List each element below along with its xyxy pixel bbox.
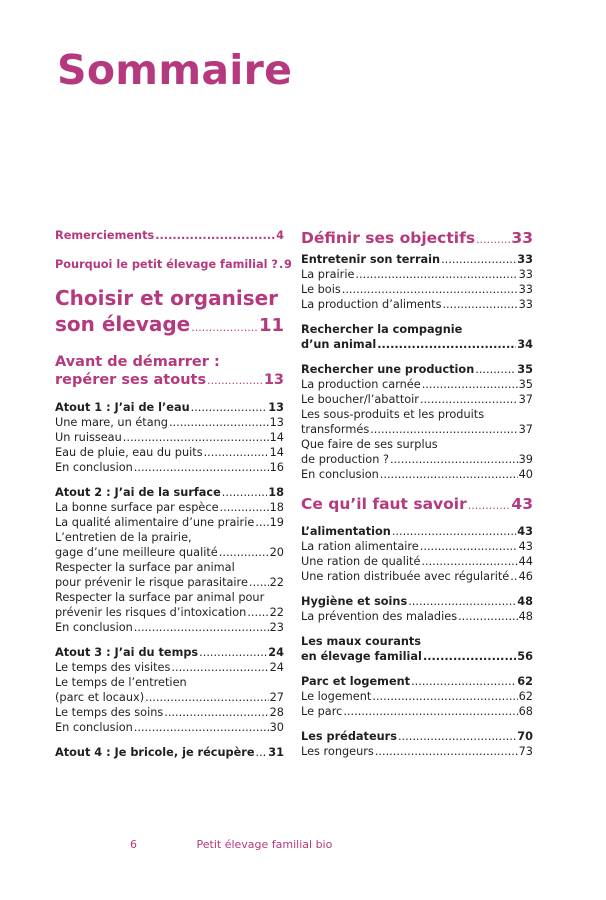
toc-text: En conclusion xyxy=(301,468,379,481)
dot-leader xyxy=(355,267,517,282)
dot-leader xyxy=(421,554,517,569)
toc-item[interactable] xyxy=(301,704,533,719)
toc-page-number: 22 xyxy=(269,606,284,619)
toc-page-number: 39 xyxy=(518,453,533,466)
toc-text: Atout 4 : Je bricole, je récupère xyxy=(55,746,255,759)
toc-item[interactable] xyxy=(301,377,533,392)
toc-page-number: 23 xyxy=(269,621,284,634)
toc-page-number: 68 xyxy=(518,705,533,718)
dot-leader xyxy=(207,372,263,390)
dot-leader xyxy=(510,569,517,584)
toc-section-compagnie[interactable] xyxy=(301,322,533,352)
toc-page-number: 22 xyxy=(269,576,284,589)
toc-page-number: 4 xyxy=(276,229,284,242)
toc-text: son élevage xyxy=(55,312,191,336)
toc-text: Atout 2 : J’ai de la surface xyxy=(55,486,221,499)
dot-leader xyxy=(256,745,268,760)
toc-item[interactable] xyxy=(55,460,284,475)
toc-text: Une mare, un étang xyxy=(55,416,168,429)
toc-page-number: 48 xyxy=(518,610,533,623)
toc-item[interactable] xyxy=(55,720,284,735)
dot-leader xyxy=(134,720,269,735)
toc-text: de production ? xyxy=(301,453,389,466)
toc-text: Une ration distribuée avec régularité xyxy=(301,570,510,583)
toc-text: Les sous-produits et les produits xyxy=(301,408,485,421)
toc-text: La prairie xyxy=(301,268,355,281)
toc-section-parc xyxy=(301,674,533,689)
toc-page-number: 14 xyxy=(269,431,284,444)
dot-leader xyxy=(420,392,518,407)
toc-text: La bonne surface par espèce xyxy=(55,501,219,514)
toc-text: Les rongeurs xyxy=(301,745,374,758)
dot-leader xyxy=(468,496,511,516)
toc-text: Parc et logement xyxy=(301,675,411,688)
dot-leader xyxy=(475,362,516,377)
dot-leader xyxy=(370,422,517,437)
dot-leader xyxy=(204,445,269,460)
toc-list xyxy=(55,660,284,735)
toc-page-number: 18 xyxy=(268,486,284,499)
toc-right-column xyxy=(301,228,533,759)
toc-list xyxy=(55,415,284,475)
toc-item[interactable] xyxy=(55,590,284,620)
toc-page-number: 33 xyxy=(517,253,533,266)
toc-text: La production d’aliments xyxy=(301,298,442,311)
toc-list xyxy=(301,744,533,759)
dot-leader xyxy=(169,415,269,430)
toc-page-number: 37 xyxy=(518,423,533,436)
toc-page-number: 43 xyxy=(511,495,533,513)
toc-heading[interactable] xyxy=(55,645,284,660)
dot-leader xyxy=(191,315,258,341)
dot-leader xyxy=(255,515,268,530)
dot-leader xyxy=(164,705,268,720)
dot-leader xyxy=(380,467,518,482)
page-footer xyxy=(130,838,332,851)
toc-entry-remerciements[interactable] xyxy=(55,228,284,243)
dot-leader xyxy=(191,400,268,415)
toc-heading[interactable] xyxy=(301,729,533,744)
toc-list xyxy=(301,377,533,482)
page-number: 6 xyxy=(130,838,137,851)
book-title: Petit élevage familial bio xyxy=(196,838,333,851)
toc-page-number: 73 xyxy=(518,745,533,758)
toc-item[interactable] xyxy=(55,705,284,720)
toc-text: Le logement xyxy=(301,690,372,703)
dot-leader xyxy=(343,704,517,719)
toc-text: En conclusion xyxy=(55,721,133,734)
toc-page-number: 24 xyxy=(268,646,284,659)
toc-page-number: 33 xyxy=(511,229,533,247)
toc-item[interactable] xyxy=(301,569,533,584)
toc-heading[interactable] xyxy=(301,362,533,377)
toc-text: pour prévenir le risque parasitaire xyxy=(55,576,248,589)
toc-text: Un ruisseau xyxy=(55,431,122,444)
toc-section-alimentation xyxy=(301,524,533,539)
toc-item[interactable] xyxy=(55,430,284,445)
toc-text: en élevage familial xyxy=(301,650,422,663)
page-title: Sommaire xyxy=(57,46,293,94)
toc-page-number: 44 xyxy=(518,555,533,568)
toc-page-number: 46 xyxy=(518,570,533,583)
toc-text: (parc et locaux) xyxy=(55,691,145,704)
dot-leader xyxy=(423,649,516,664)
toc-item[interactable] xyxy=(301,554,533,569)
toc-text: Le boucher/l’abattoir xyxy=(301,393,419,406)
dot-leader xyxy=(377,337,516,352)
dot-leader xyxy=(442,297,517,312)
toc-item[interactable] xyxy=(301,539,533,554)
toc-item[interactable] xyxy=(301,437,533,467)
toc-text: Choisir et organiser xyxy=(55,286,279,310)
toc-text: Hygiène et soins xyxy=(301,595,408,608)
toc-text: Les prédateurs xyxy=(301,730,397,743)
toc-page-number: 13 xyxy=(263,372,284,388)
toc-page-number: 56 xyxy=(517,650,533,663)
toc-item[interactable] xyxy=(55,660,284,675)
toc-item[interactable] xyxy=(55,445,284,460)
dot-leader xyxy=(171,660,268,675)
toc-page-number: 37 xyxy=(518,393,533,406)
toc-section-atout2 xyxy=(55,485,284,500)
toc-text: Le temps de l’entretien xyxy=(55,676,187,689)
toc-heading[interactable] xyxy=(55,485,284,500)
toc-page-number: 27 xyxy=(269,691,284,704)
toc-item[interactable] xyxy=(55,500,284,515)
toc-text: d’un animal xyxy=(301,338,377,351)
toc-item[interactable] xyxy=(301,282,533,297)
toc-text: Ce qu’il faut savoir xyxy=(301,495,467,513)
dot-leader xyxy=(422,377,518,392)
toc-subchapter-atouts[interactable] xyxy=(55,353,284,390)
toc-text: Respecter la surface par animal pour xyxy=(55,591,265,604)
toc-section-hygiene xyxy=(301,594,533,609)
toc-page-number: 18 xyxy=(269,501,284,514)
toc-text: prévenir les risques d’intoxication xyxy=(55,606,247,619)
toc-item[interactable] xyxy=(301,392,533,407)
toc-page-number: 20 xyxy=(269,546,284,559)
toc-left-column xyxy=(55,228,292,760)
toc-heading[interactable] xyxy=(301,594,533,609)
dot-leader xyxy=(342,282,518,297)
toc-page-number: 70 xyxy=(517,730,533,743)
toc-section-predateurs xyxy=(301,729,533,744)
toc-text: Rechercher une production xyxy=(301,363,475,376)
dot-leader xyxy=(372,689,517,704)
toc-heading[interactable] xyxy=(301,674,533,689)
toc-text: Le parc xyxy=(301,705,343,718)
dot-leader xyxy=(249,575,269,590)
toc-section-production xyxy=(301,362,533,377)
toc-page-number: 35 xyxy=(517,363,533,376)
toc-chapter-savoir[interactable] xyxy=(301,494,533,516)
toc-section-atout4 xyxy=(55,745,284,760)
toc-text: Respecter la surface par animal xyxy=(55,561,235,574)
toc-text: repérer ses atouts xyxy=(55,372,207,388)
toc-page-number: 14 xyxy=(269,446,284,459)
toc-text: Pourquoi le petit élevage familial ? xyxy=(55,258,278,271)
toc-text: Eau de pluie, eau du puits xyxy=(55,446,203,459)
toc-heading[interactable] xyxy=(301,524,533,539)
toc-item[interactable] xyxy=(301,467,533,482)
toc-item[interactable] xyxy=(301,297,533,312)
dot-leader xyxy=(458,609,518,624)
toc-item[interactable] xyxy=(55,530,284,560)
toc-text: Atout 3 : J’ai du temps xyxy=(55,646,199,659)
dot-leader xyxy=(219,545,269,560)
toc-section-atout3 xyxy=(55,645,284,660)
toc-page-number: 40 xyxy=(518,468,533,481)
toc-item[interactable] xyxy=(301,744,533,759)
toc-item[interactable] xyxy=(55,675,284,705)
toc-item[interactable] xyxy=(301,407,533,437)
toc-text: En conclusion xyxy=(55,621,133,634)
toc-page-number: 9 xyxy=(283,258,292,271)
toc-text: Définir ses objectifs xyxy=(301,229,476,247)
toc-item[interactable] xyxy=(55,515,284,530)
dot-leader xyxy=(145,690,269,705)
toc-text: Atout 1 : J’ai de l’eau xyxy=(55,401,190,414)
dot-leader xyxy=(222,485,267,500)
toc-page-number: 62 xyxy=(518,690,533,703)
toc-list xyxy=(301,689,533,719)
toc-page-number: 34 xyxy=(517,338,533,351)
toc-list xyxy=(301,267,533,312)
toc-text: Une ration de qualité xyxy=(301,555,421,568)
toc-heading[interactable] xyxy=(301,252,533,267)
toc-page-number: 13 xyxy=(269,416,284,429)
dot-leader xyxy=(398,729,516,744)
dot-leader xyxy=(199,645,267,660)
toc-text: En conclusion xyxy=(55,461,133,474)
toc-section-maux[interactable] xyxy=(301,634,533,664)
toc-text: La qualité alimentaire d’une prairie xyxy=(55,516,255,529)
toc-text: La ration alimentaire xyxy=(301,540,419,553)
toc-text: Que faire de ses surplus xyxy=(301,438,438,451)
toc-heading[interactable] xyxy=(55,400,284,415)
toc-text: Le temps des visites xyxy=(55,661,171,674)
toc-heading[interactable] xyxy=(55,745,284,760)
toc-text: L’entretien de la prairie, xyxy=(55,531,192,544)
toc-page-number: 11 xyxy=(258,315,284,336)
toc-list xyxy=(301,539,533,584)
dot-leader xyxy=(220,500,269,515)
toc-text: gage d’une meilleure qualité xyxy=(55,546,218,559)
toc-page-number: 30 xyxy=(269,721,284,734)
toc-text: Le bois xyxy=(301,283,341,296)
toc-item[interactable] xyxy=(301,689,533,704)
toc-entry-pourquoi[interactable] xyxy=(55,257,292,272)
toc-page-number: 33 xyxy=(518,298,533,311)
toc-text: Remerciements xyxy=(55,229,155,242)
toc-page-number: 28 xyxy=(269,706,284,719)
toc-page-number: 62 xyxy=(517,675,533,688)
dot-leader xyxy=(134,460,269,475)
toc-chapter-choisir[interactable] xyxy=(55,285,284,341)
dot-leader xyxy=(134,620,269,635)
dot-leader xyxy=(279,257,283,272)
toc-section-atout1 xyxy=(55,400,284,415)
dot-leader xyxy=(411,674,516,689)
dot-leader xyxy=(247,605,268,620)
toc-text: Avant de démarrer : xyxy=(55,354,220,370)
dot-leader xyxy=(392,524,516,539)
dot-leader xyxy=(375,744,518,759)
toc-list xyxy=(301,609,533,624)
dot-leader xyxy=(155,228,275,243)
toc-page-number: 48 xyxy=(517,595,533,608)
toc-page-number: 13 xyxy=(268,401,284,414)
toc-page-number: 35 xyxy=(518,378,533,391)
dot-leader xyxy=(390,452,518,467)
dot-leader xyxy=(420,539,518,554)
toc-page-number: 33 xyxy=(518,283,533,296)
toc-item[interactable] xyxy=(301,609,533,624)
toc-chapter-objectifs[interactable] xyxy=(301,228,533,250)
toc-text: Entretenir son terrain xyxy=(301,253,441,266)
toc-text: La production carnée xyxy=(301,378,421,391)
toc-item[interactable] xyxy=(55,560,284,590)
toc-text: Les maux courants xyxy=(301,635,422,648)
dot-leader xyxy=(123,430,269,445)
toc-text: Rechercher la compagnie xyxy=(301,323,463,336)
toc-text: Le temps des soins xyxy=(55,706,164,719)
dot-leader xyxy=(476,230,510,250)
toc-list xyxy=(55,500,284,635)
dot-leader xyxy=(441,252,516,267)
toc-page-number: 43 xyxy=(517,525,533,538)
toc-item[interactable] xyxy=(55,415,284,430)
toc-page-number: 16 xyxy=(269,461,284,474)
toc-page-number: 24 xyxy=(269,661,284,674)
toc-text: La prévention des maladies xyxy=(301,610,458,623)
toc-text: transformés xyxy=(301,423,370,436)
toc-item[interactable] xyxy=(301,267,533,282)
toc-page-number: 33 xyxy=(518,268,533,281)
toc-page-number: 19 xyxy=(269,516,284,529)
toc-section-terrain xyxy=(301,252,533,267)
toc-item[interactable] xyxy=(55,620,284,635)
toc-page-number: 43 xyxy=(518,540,533,553)
toc-page-number: 31 xyxy=(268,746,284,759)
toc-text: L’alimentation xyxy=(301,525,391,538)
dot-leader xyxy=(408,594,516,609)
